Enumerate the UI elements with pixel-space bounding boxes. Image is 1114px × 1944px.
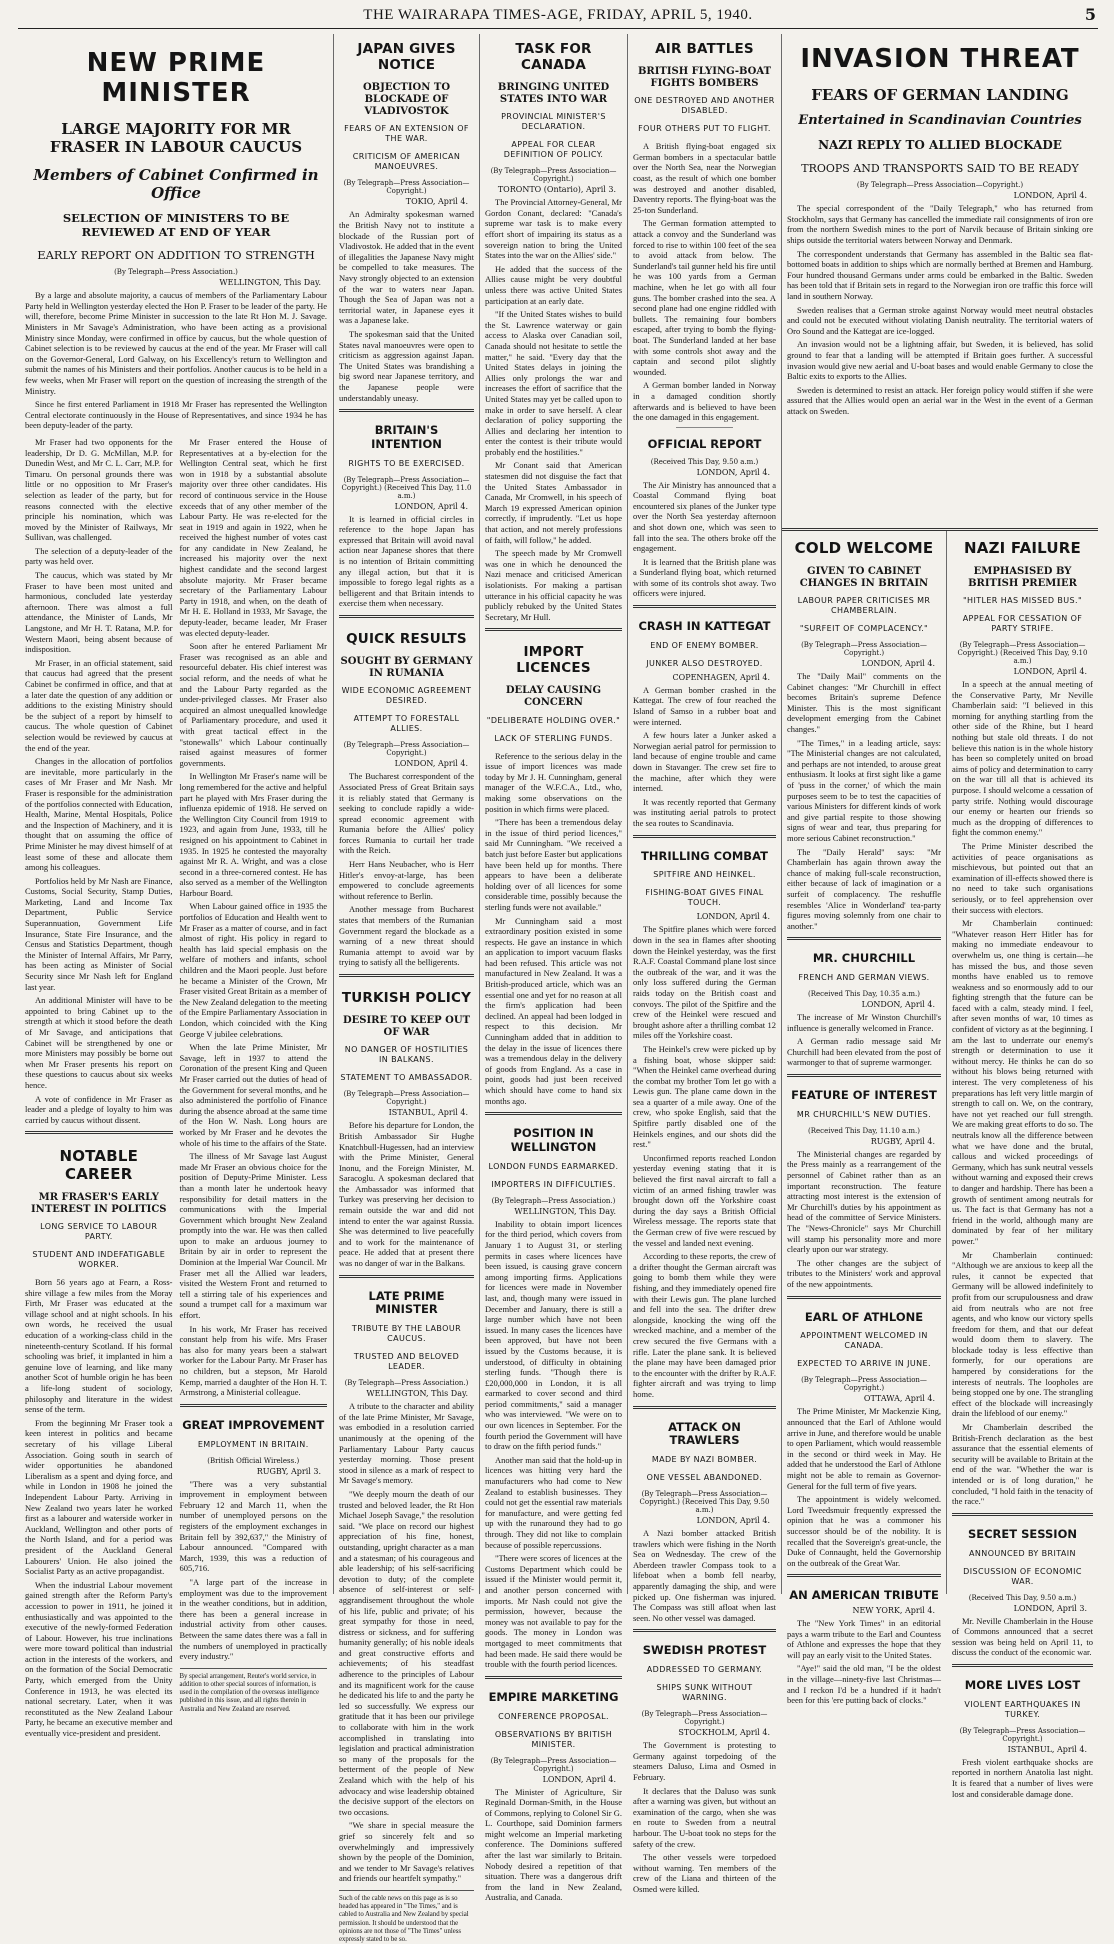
paragraph: Mr Fraser, in an official statement, said that caucus had agreed that the present Cabinet be confirmed in office, and that at a later date the question of any addition or additions to the existing Ministry should be the subject of a report by himself to caucus. The whole question of Cabinet selection would be reviewed by caucus at the end of the year.	[25, 657, 173, 753]
paragraph: The Government is protesting to Germany against torpedoing of the steamers Daluso, Lima and Osmed in February.	[633, 1740, 776, 1783]
subhead: MR CHURCHILL'S NEW DUTIES.	[796, 1109, 932, 1119]
divider	[787, 1574, 941, 1577]
byline: (Received This Day, 11.10 a.m.)	[808, 1126, 920, 1135]
paragraph: The Spitfire planes which were forced down in the sea in flames after shooting down the Heinkel yesterday, was the first R.A.F. Coastal Command plane lost since the outbreak of the war, and it was the only loss suffered during the German raids today on the British coast and convoys. The pilot of the Spitfire and the crew of the Heinkel were rescued and brought ashore after a thrilling combat 12 miles off the Yorkshire coast.	[633, 924, 776, 1041]
column-3	[480, 34, 627, 1903]
paragraph: A German bomber landed in Norway in a damaged condition shortly afterwards and is believed to have been the one damaged in this engagement.	[633, 380, 776, 423]
byline: (Received This Day, 9.50 a.m.)	[968, 1593, 1077, 1602]
paragraph: Portfolios held by Mr Nash are Finance, Customs, Social Security, Stamp Duties, Marketing, Land and Income Tax Department, Public Service Superannuation, Government Life Insurance, State Fire Insurance, and the Census and Statistics Department, though the Minister of Internal Affairs, Mr Parry, has been acting as Minister of Social Security since Mr Nash left for England last year.	[25, 875, 173, 992]
subhead: CRITICISM OF AMERICAN MANOEUVRES.	[352, 152, 461, 172]
dateline: LONDON, April 4.	[542, 1774, 616, 1784]
deck: BRITISH FLYING-BOAT FIGHTS BOMBERS	[637, 65, 772, 90]
divider	[485, 1112, 622, 1115]
paragraph: According to these reports, the crew of a drifter thought the German aircraft was going to bomb them while they were fishing, and they immediately opened fire with their Lewis gun. The plane lurched and fell into the sea. The drifter drew alongside, knocking the wing off the wrecked machine, and a member of the crew secured the five Germans with a rifle. Later the plane sank. It is believed the plane may have been damaged prior to the encounter with the drifter by R.A.F. fighter aircraft and was trying to limp home.	[633, 1251, 776, 1399]
subhead: FISHING-BOAT GIVES FINAL TOUCH.	[645, 888, 764, 908]
headline: QUICK RESULTS	[346, 631, 467, 648]
paragraph: The appointment is widely welcomed. Lord Tweedsmuir frequently expressed the opinion that he was a commoner his successor should be of the nobility. It is recalled that the Sovereign's great-uncle, the Duke of Connaught, held the Governorship on the outbreak of the Great War.	[787, 1494, 941, 1568]
divider	[676, 427, 733, 428]
times-notice: Such of the cable news on this page as is so headed has appeared in "The Times," and is cabled to Australia and New Zealand by special permission. It should be understood that the opinions are not those of "The Times" unless expressly stated to be so.	[339, 1890, 474, 1944]
paragraph: "There was a very substantial improvement in employment between February 12 and March 11, when the number of unemployed persons on the registers of the employment exchanges in Britain fell by 392,637," the Ministry of Labour announced. "Compared with March, 1939, this was a reduction of 605,716.	[179, 1478, 327, 1574]
paragraph: It was recently reported that Germany was instituting aerial patrols to protect the sea routes to Scandinavia.	[633, 796, 776, 828]
article-feature-of-interest	[787, 1083, 941, 1290]
headline: COLD WELCOME	[794, 539, 934, 557]
subhead: MADE BY NAZI BOMBER.	[651, 1455, 758, 1465]
byline: (By Telegraph—Press Association—Copyright.) (Received This Day, 11.0 a.m.)	[341, 475, 472, 500]
headline: IMPORT LICENCES	[516, 644, 591, 677]
headline: ATTACK ON TRAWLERS	[668, 1419, 741, 1448]
byline: (By Telegraph—Press Association—Copyright.)	[801, 1376, 927, 1393]
article-britains-intention	[339, 418, 474, 609]
article-great-improvement	[180, 1413, 328, 1714]
column-5-top	[782, 34, 1098, 524]
paragraph: When the late Prime Minister, Mr Savage, left in 1937 to attend the Coronation of the present King and Queen Mr Fraser carried out the duties of head of the Government for several months, and he also administered the portfolio of Finance during the absence abroad at the same time of the Hon W. Nash. Long hours are worked by Mr Fraser and he devotes the whole of his time to the affairs of the State.	[179, 1042, 327, 1148]
headline: LATE PRIME MINISTER	[368, 1288, 445, 1317]
dateline: LONDON, April 4.	[1013, 191, 1087, 201]
paragraph: A tribute to the character and ability of the late Prime Minister, Mr Savage, was embodied in a resolution carried unanimously at the opening of the Parliamentary Labour Party caucus yesterday morning. Those present stood in silence as a mark of respect to Mr Savage's memory.	[339, 1401, 474, 1486]
headline: MR. CHURCHILL	[812, 951, 916, 966]
divider	[339, 615, 474, 618]
headline: NEW PRIME MINISTER	[86, 48, 266, 108]
byline: (Received This Day, 10.35 a.m.)	[808, 990, 920, 999]
paragraph: The speech made by Mr Cromwell was one in which he denounced the Nazi menace and criticised American isolationists. For making a partisan utterance in his official capacity he was publicly rebuked by the United States Secretary, Mr Hull.	[485, 548, 622, 622]
subhead: LONDON FUNDS EARMARKED.	[488, 1161, 619, 1171]
subhead: FRENCH AND GERMAN VIEWS.	[798, 973, 930, 983]
subhead: LONG SERVICE TO LABOUR PARTY.	[40, 1222, 158, 1242]
article-turkish-policy	[339, 983, 474, 1269]
subhead: IMPORTERS IN DIFFICULTIES.	[491, 1179, 616, 1189]
paragraph: The correspondent understands that Germany has assembled in the Baltic sea flat-bottomed boats in addition to ships which are normally berthed at Bremen and Hamburg. Four hundred thousand Germans under arms could be embarked in the Baltic. Sweden has been told that if Britain sets in regard to the Norwegian iron ore traffic this force will land in southern Norway.	[787, 248, 1093, 301]
paragraph: "There were scores of licences at the Customs Department which could be issued if the Minister would permit it, and another person concerned with imports. Mr Nash could not give the permission, however, because the money was not available to pay for the goods. The money in London was mortgaged to meet commitments that had been made. He said there would be trouble with the fourth period licences.	[485, 1553, 622, 1670]
byline: (By Telegraph—Press Association—Copyright.)	[856, 181, 1024, 190]
headline: THRILLING COMBAT	[641, 848, 768, 863]
sub-column-right	[180, 434, 328, 1742]
article-import-licences	[485, 637, 622, 1106]
deck: GIVEN TO CABINET CHANGES IN BRITAIN	[799, 565, 929, 589]
paragraph: Sweden is determined to resist an attack. Her foreign policy would stiffen if she were assured that the Allies would open an aerial war in the West in the event of a German attack on Sweden.	[787, 384, 1093, 416]
paragraph: Unconfirmed reports reached London yesterday evening stating that it is believed the first naval aircraft to fall a victim of an armed fishing trawler was brought down off the Yorkshire coast during the day says a British Official Wireless message. The reports state that the German crew of five were rescued by the vessel and landed next evening.	[633, 1152, 776, 1248]
deck: SOUGHT BY GERMANY IN RUMANIA	[340, 655, 473, 680]
deck: NAZI REPLY TO ALLIED BLOCKADE	[818, 138, 1062, 153]
subhead: EXPECTED TO ARRIVE IN JUNE.	[797, 1359, 931, 1369]
headline: EARL OF ATHLONE	[804, 1309, 924, 1324]
subhead: APPEAL FOR CESSATION OF PARTY STRIFE.	[962, 614, 1083, 634]
article-attack-on-trawlers	[633, 1415, 776, 1624]
divider	[485, 1676, 622, 1679]
article-late-prime-minister	[339, 1284, 474, 1944]
paragraph: In Wellington Mr Fraser's name will be long remembered for the active and helpful part he played with Mrs Fraser during the influenza epidemic of 1918. He served on the Wellington City Council from 1919 to 1923, and again from June, 1933, till he resigned on his appointment to Cabinet in 1935. In 1925 he contested the mayoralty against Mr R. A. Wright, and was a close second in a three-cornered contest. He has also served as a member of the Wellington Harbour Board.	[179, 771, 327, 898]
paragraph: Changes in the allocation of portfolios are inevitable, more particularly in the cases of Mr Fraser and Mr Nash. Mr Fraser is responsible for the administration of the portfolios connected with Education, Health, Marine, Mental Hospitals, Police and the Inspection of Machinery, and it is thought that on assuming the office of Prime Minister he may divest himself of at least some of these and allocate them among his colleagues.	[25, 756, 173, 873]
divider	[339, 1275, 474, 1278]
paragraph: Born 56 years ago at Fearn, a Ross-shire village a few miles from the Moray Firth, Mr Fraser was educated at the village school and at night schools. In his own words, he received the usual education of a working-class child in the nineteenth-century Scotland. If his formal schooling was brief, it implanted in him a genuine love of learning, and like many another Scot of humble origin he has been a life-long student of sociology, philosophy and literature in the widest sense of the term.	[25, 1277, 173, 1415]
dateline: RUGBY, April 3.	[256, 1466, 321, 1476]
paragraph: Mr Fraser had two opponents for the leadership, Dr D. G. McMillan, M.P. for Dunedin West, and Mr C. L. Carr, M.P. for Timaru. On personal grounds there was little or no opposition to Mr Fraser's selection as leader of the party, but for reasons connected with the elective principle his nomination, which was moved by the Minister of Railways, Mr Sullivan, was challenged.	[25, 436, 173, 543]
subhead: SHIPS SUNK WITHOUT WARNING.	[656, 1683, 753, 1703]
dateline: ISTANBUL, April 4.	[388, 1108, 468, 1118]
article-mr-churchill	[787, 946, 941, 1068]
column-5a	[782, 532, 946, 1706]
paragraph: The selection of a deputy-leader of the party was held over.	[25, 545, 173, 567]
article-secret-session	[952, 1522, 1093, 1658]
subhead: TRIBUTE BY THE LABOUR CAUCUS.	[351, 1324, 462, 1344]
deck: SELECTION OF MINISTERS TO BE REVIEWED AT END OF YEAR	[62, 211, 290, 240]
divider	[25, 1131, 173, 1134]
paragraph: A Nazi bomber attacked British trawlers which were fishing in the North Sea on Wednesday. The crew of the Aberdeen trawler Compass took to a lifeboat when a bomb fell nearby, apparently damaging the ship, and were picked up. One fisherman was injured. The Compass was still afloat when last seen. No other vessel was damaged.	[633, 1528, 776, 1623]
divider	[633, 1406, 776, 1409]
column-4	[628, 34, 781, 1894]
subhead: PROVINCIAL MINISTER'S DECLARATION.	[501, 112, 606, 132]
article-japan-gives-notice	[339, 34, 474, 403]
headline: POSITION IN WELLINGTON	[510, 1126, 597, 1154]
subhead: ATTEMPT TO FORESTALL ALLIES.	[353, 714, 460, 734]
paragraph: The Provincial Attorney-General, Mr Gordon Conant, declared: "Canada's supreme war task is to make every effort short of impairing its status as a sovereign nation to bring the United States into the war on the Allies' side."	[485, 197, 622, 261]
paragraph: From the beginning Mr Fraser took a keen interest in politics and became secretary of his village Liberal Association. Going south in search of wider opportunities he abandoned Liberalism as a spent and dying force, and while in London in 1908 he joined the Independent Labour Party. Arriving in New Zealand two years later he worked first as a labourer and waterside worker in Auckland, Wellington and other ports of the North Island, and for a period was president of the Auckland General Labourers' Union. He also joined the Socialist Party as an active propagandist.	[25, 1417, 173, 1577]
article-new-prime-minister	[25, 34, 327, 1742]
article-nazi-failure	[952, 532, 1093, 1507]
headline: GREAT IMPROVEMENT	[182, 1417, 325, 1432]
byline: (By Telegraph—Press Association—Copyright.)	[343, 179, 470, 196]
column-2	[334, 34, 479, 1943]
headline: TASK FOR CANADA	[515, 41, 592, 73]
subhead: NO DANGER OF HOSTILITIES IN BALKANS.	[344, 1045, 469, 1065]
paragraph: "If the United States wishes to build the St. Lawrence waterway or gain access to Alaska over Canadian soil, Canada should not hesitate to settle the matter," he said. "Every day that the United States delays in joining the Allies only prolongs the war and increases the effort of sacrifice that the United States may yet be called upon to make in order to save herself. A clear declaration of policy supporting the Allies and declaring her intention to enter the contest is their tribute would probably end the hostilities."	[485, 309, 622, 457]
masthead	[18, 2, 1098, 29]
article-notable-career	[25, 1140, 173, 1738]
dateline: STOCKHOLM, April 4.	[678, 1728, 770, 1738]
byline: (By Telegraph—Press Association—Copyright.)	[641, 1710, 768, 1727]
paragraph: He added that the success of the Allies cause might be very doubtful unless there was active United States participation at an early date.	[485, 263, 622, 306]
paragraph: Mr Chamberlain continued: "Although we are anxious to keep all the rules, it cannot be expected that Germany will be allowed indefinitely to profit from our scrupulousness and draw aid from neutrals who are not free agents, and who know our victory spells freedom for them, and that our defeat would doom them to slavery. The blockade today is less effective than formerly, for our operations are hampered by considerations for the interests of neutrals. The loopholes are being stopped one by one. The strangling effect of the blockade will increasingly drain the lifeblood of our enemy."	[952, 1249, 1093, 1419]
deck: OBJECTION TO BLOCKADE OF VLADIVOSTOK	[362, 81, 451, 118]
byline: (British Official Wireless.)	[207, 1456, 300, 1465]
paragraph: "We deeply mourn the death of our trusted and beloved leader, the Rt Hon Michael Joseph Savage," the resolution said. "We place on record our highest appreciation of his fine, honest, outstanding, upright character as a man and a statesman; of his courageous and able leadership; of his self-sacrificing devotion to duty; of the complete absence of self-interest or self-aggrandisement throughout the whole of his life, public and private; of his great sympathy for those in need, distress or sickness, and for suffering humanity generally; of his noble ideals and great constructive efforts and achievements; of his steadfast adherence to the principles of Labour and its magnificent work for the cause he dedicated his life to and the party he led so successfully. We express our gratitude that it has been our privilege to collaborate with him in the work accomplished in translating into legislation and practical administration so many of the proposals for the betterment of the people of New Zealand which with the help of his advocacy and wise leadership obtained the decisive support of the electors on two occasions.	[339, 1488, 474, 1817]
byline: (By Telegraph—Press Association—Copyright.)	[490, 1756, 617, 1773]
subhead: ADDRESSED TO GERMANY.	[646, 1665, 763, 1675]
byline: (By Telegraph—Press Association.)	[491, 1196, 616, 1205]
lead-paragraph: By a large and absolute majority, a caucus of members of the Parliamentary Labour Party held in Wellington yesterday elected the Hon P. Fraser to be leader of the party. He will, therefore, become Prime Minister in succession to the late Rt Hon M. J. Savage. Ministers in Mr Savage's Administration, who have been acting as a provisional Ministry since Monday, were confirmed in office by caucus, but the whole question of Cabinet selection is to be reviewed by caucus at the end of the year. Mr Fraser will call on the Governor-General, Lord Galway, on his Excellency's return to Wellington and submit the names of his Ministers and their portfolios. Another caucus is to be held in a few weeks, when Mr Fraser will report on the question of increasing the strength of the Ministry.	[25, 290, 327, 396]
paragraph: Before his departure for London, the British Ambassador Sir Hughe Knatchbull-Hugessen, had an interview with the Prime Minister, General Inonu, and the Foreign Minister, M. Saracoglu. A spokesman declared that the Ambassador was informed that Turkey was preserving her decision to remain outside the war and did not intend to enter the war against Russia. She was determined to live peacefully and to work for the maintenance of peace. He added that at present there was no danger of war in the Balkans.	[339, 1120, 474, 1269]
paragraph: The other vessels were torpedoed without warning. Ten members of the crew of the Liana and thirteen of the Osmed were killed.	[633, 1852, 776, 1894]
divider	[633, 605, 776, 608]
paragraph: Another message from Bucharest states that members of the Rumanian Government regard the blockade as a warning of a new threat should Rumania attempt to avoid war by trying to satisfy all the belligerents.	[339, 904, 474, 968]
deck: FEARS OF GERMAN LANDING	[811, 86, 1069, 104]
subhead: APPEAL FOR CLEAR DEFINITION OF POLICY.	[503, 140, 604, 160]
paragraph: "There has been a tremendous delay in the issue of third period licences," said Mr Cunningham. "We received a batch just before Easter but applications have been held up for months. There appears to have been a deliberate holding over of all licences for some considerable time, possibly because the sterling funds were not available."	[485, 817, 622, 912]
sub-column-left	[25, 434, 173, 1742]
paragraph: Sweden realises that a German stroke against Norway would meet neutral obstacles and could not be executed without violating Danish neutrality. The territorial waters of Oro Sound and the Kattegat are ice-logged.	[787, 304, 1093, 336]
paragraph: The special correspondent of the "Daily Telegraph," who has returned from Stockholm, says that Germany has cancelled the immediate rail consignments of iron ore from the northern Swedish mines to the port of Narvik because of Britain sinking ore ships outside the territorial waters between Norway and Denmark.	[787, 203, 1093, 245]
byline: (By Telegraph—Press Association—Copyright.)	[801, 641, 927, 658]
deck: DESIRE TO KEEP OUT OF WAR	[342, 1014, 471, 1039]
subhead: "DELIBERATE HOLDING OVER."	[486, 715, 621, 725]
subhead: APPOINTMENT WELCOMED IN CANADA.	[800, 1331, 928, 1351]
subhead: "SURFEIT OF COMPLACENCY."	[799, 624, 929, 634]
paragraph: Mr. Neville Chamberlain in the House of Commons announced that a secret session was being held on April 11, to discuss the conduct of the economic war.	[952, 1615, 1093, 1658]
dateline: NEW YORK, April 4.	[852, 1606, 935, 1616]
article-body	[25, 434, 327, 1742]
headline: BRITAIN'S INTENTION	[371, 423, 442, 451]
paragraph: The Prime Minister, Mr Mackenzie King, announced that the Earl of Athlone would arrive in June, and therefore would be unable to open Parliament, which would reassemble in the second or third week in May. He added that he understood the Earl of Athlone might not be able to remain as Governor-General for the full term of five years.	[787, 1406, 941, 1491]
article-official-report	[633, 432, 776, 599]
subhead: LACK OF STERLING FUNDS.	[494, 733, 613, 743]
deck: EMPHASISED BY BRITISH PREMIER	[968, 565, 1077, 589]
paragraph: When Labour gained office in 1935 the portfolios of Education and Health went to Mr Fraser as a matter of course, and in fact almost of right. His policy in regard to health has laid special emphasis on the welfare of mothers and infants, school children and the Maori people. Just before he became a Minister of the Crown, Mr Fraser visited Great Britain as a member of the New Zealand delegation to the meeting of the Empire Parliamentary Association in London, which coincided with the King George V jubilee celebrations.	[179, 901, 327, 1039]
paragraph: Fresh violent earthquake shocks are reported in northern Anatolia last night. It is feared that a number of lives were lost and considerable damage done.	[952, 1756, 1093, 1799]
subhead: END OF ENEMY BOMBER.	[650, 640, 759, 650]
deck: LARGE MAJORITY FOR MR FRASER IN LABOUR CAUCUS	[49, 120, 303, 157]
paragraph: The caucus, which was stated by Mr Fraser to have been most united and harmonious, concluded late yesterday afternoon. There was almost a full attendance, the Minister of Lands, Mr Langstone, and Mr H. T. Ratana, M.P. for Western Maori, being absent because of indisposition.	[25, 570, 173, 655]
subhead: FEARS OF AN EXTENSION OF THE WAR.	[344, 124, 469, 144]
divider	[782, 528, 1098, 531]
byline: (By Telegraph—Press Association.)	[114, 268, 238, 277]
paragraph: Herr Hans Neubacher, who is Herr Hitler's envoy-at-large, has been empowered to conclude agreements without reference to Berlin.	[339, 859, 474, 901]
dateline: LONDON, April 4.	[1013, 667, 1087, 677]
subhead: SPITFIRE AND HEINKEL.	[653, 870, 756, 880]
paragraph: An invasion would not be a lightning affair, but Sweden, it is believed, has solid ground to fear that a landing will be attempted if Britain goes further. A successful invasion would give new aerial and U-boat bases and would enable Germany to close the Baltic exits to exports to the Allies.	[787, 339, 1093, 382]
article-more-lives-lost	[952, 1673, 1093, 1799]
dateline: LONDON, April 4.	[394, 501, 468, 511]
column-5b	[947, 532, 1098, 1799]
byline: (By Telegraph—Press Association—Copyright.)	[959, 1726, 1086, 1743]
subhead: EMPLOYMENT IN BRITAIN.	[197, 1439, 309, 1449]
divider	[180, 1404, 328, 1407]
page-number: 5	[1084, 5, 1096, 24]
byline: (By Telegraph—Press Association—Copyright.)	[343, 741, 470, 758]
divider	[485, 628, 622, 631]
deck: MR FRASER'S EARLY INTEREST IN POLITICS	[31, 1191, 167, 1215]
article-task-for-canada	[485, 34, 622, 622]
headline: FEATURE OF INTEREST	[791, 1088, 937, 1103]
lead-paragraph: Since he first entered Parliament in 1918 Mr Fraser has represented the Wellington Central electorate continuously in the House of Representatives, and since 1934 he has been deputy-leader of the party.	[25, 399, 327, 431]
dateline: LONDON, April 4.	[394, 759, 468, 769]
deck: DELAY CAUSING CONCERN	[505, 685, 602, 709]
paragraph: A few hours later a Junker asked a Norwegian aerial patrol for permission to land because of engine trouble and came down in Stavanger. The crew set fire to the machine, after which they were interned.	[633, 730, 776, 794]
divider	[339, 974, 474, 977]
headline: INVASION THREAT	[800, 44, 1080, 74]
paragraph: When the industrial Labour movement gained strength after the Reform Party's accession to power in 1911, he joined it enthusiastically and was appointed to the executive of the newly-formed Federation of Labour. However, his true inclinations were more toward political than industrial action in the interests of the workers, and on the formation of the Social Democratic Party, which emerged from the Unity Conference in 1913, he was elected its national secretary. Later, when it was reconstituted as the New Zealand Labour Party, he became an executive member and eventually vice-president and president.	[25, 1579, 173, 1739]
subhead: RIGHTS TO BE EXERCISED.	[348, 458, 465, 468]
paragraph: The Minister of Agriculture, Sir Reginald Dorman-Smith, in the House of Commons, replying to Colonel Sir G. L. Courthope, said Dominion farmers might welcome an Imperial marketing conference. The Dominions suffered after the last war similarly to Britain. Nobody desired a repetition of that situation. There was a dangerous drift from the land in New Zealand, Australia, and Canada.	[485, 1786, 622, 1903]
paragraph: The "Daily Mail" comments on the Cabinet changes: "Mr Churchill in effect becomes Britain's supreme Defence Minister. This is the most significant development emerging from the Cabinet changes."	[787, 671, 941, 735]
paragraph: It is learned that the British plane was a Sunderland flying boat, which returned with some of its controls shot away. Two officers were injured.	[633, 556, 776, 599]
paragraph: Soon after he entered Parliament Mr Fraser was recognised as an able and resourceful debater. His chief interest was social reform, and the needs of what he and the Labour Party regarded as the under-privileged classes. Mr Fraser also acquired an almost unequalled knowledge of Parliamentary procedure, and used it with great tactical effect in the "stonewalls" which Labour continually raised against measures of former governments.	[179, 641, 327, 768]
deck: Entertained in Scandinavian Countries	[798, 113, 1082, 129]
paragraph: The Ministerial changes are regarded by the Press mainly as a rearrangement of the personnel of Cabinet rather than as an important reconstruction. The feature attracting most interest is the extension of Mr Churchill's duties by his appointment as head of the committee of Service Ministers. The "News-Chronicle" says Mr Churchill will stamp his personality more and more clearly upon our war strategy.	[787, 1148, 941, 1255]
byline: (Received This Day, 9.50 a.m.)	[650, 457, 759, 466]
article-position-in-wellington	[485, 1121, 622, 1670]
byline: (By Telegraph—Press Association.)	[344, 1379, 469, 1388]
subhead: ONE DESTROYED AND ANOTHER DISABLED.	[634, 96, 775, 116]
paragraph: It is learned in official circles in reference to the hope Japan has expressed that Britain will avoid naval action near Japanese shores that there is no intention of Britain committing any illegal action, but that it is impossible to forego legal rights as a belligerent and that Britain intends to exercise them when necessary.	[339, 513, 474, 609]
subhead: "HITLER HAS MISSED BUS."	[962, 596, 1083, 606]
article-quick-results	[339, 624, 474, 968]
dateline: COPENHAGEN, April 4.	[672, 672, 770, 682]
paragraph: "A large part of the increase in employment was due to the improvement in the weather conditions, but in addition, there has been a general increase in industrial activity from other causes. Between the same dates there was a fall in the numbers of unemployed in practically every industry."	[179, 1576, 327, 1662]
article-earl-of-athlone	[787, 1305, 941, 1569]
byline: (By Telegraph—Press Association—Copyright.) (Received This Day, 9.50 a.m.)	[639, 1490, 770, 1515]
divider	[633, 1629, 776, 1632]
paragraph: In his work, Mr Fraser has received constant help from his wife. Mrs Fraser has also for many years been a stalwart worker for the Labour Party. Mr Fraser has no children, but a stepson, Mr Harold Kemp, married a daughter of the Hon H. T. Armstrong, a Ministerial colleague.	[179, 1323, 327, 1398]
subhead: ONE VESSEL ABANDONED.	[646, 1473, 763, 1483]
paragraph: The spokesman said that the United States naval manoeuvres were open to criticism as aggression against Japan. The United States was brandishing a big sword near Japanese territory, and the Japanese people were understandably uneasy.	[339, 328, 474, 403]
headline: MORE LIVES LOST	[964, 1677, 1081, 1692]
dateline: LONDON, April 4.	[696, 467, 770, 477]
paragraph: An Admiralty spokesman warned the British Navy not to institute a blockade of the Russian port of Vladivostok. He added that in the event of illegalities the Japanese Navy might be compelled to take measures. The Navy strongly objected to an extension of the war to waters near Japan. Though the Sea of Japan was not a territorial water, in Japanese eyes it was a Japanese lake.	[339, 209, 474, 326]
paragraph: An additional Minister will have to be appointed to bring Cabinet up to the strength at which it stood before the death of Mr Savage, and anticipations that Cabinet will be strengthened by one or more Ministers may possibly be borne out when Mr Fraser presents his report on these questions to caucus about six weeks hence.	[25, 995, 173, 1090]
paragraph: The Air Ministry has announced that a Coastal Command flying boat encountered six planes of the Junker type over the North Sea yesterday afternoon and shot down one, which was seen to fall into the sea. The others broke off the engagement.	[633, 479, 776, 554]
subhead: JUNKER ALSO DESTROYED.	[646, 658, 763, 668]
paragraph: Mr Fraser entered the House of Representatives at a by-election for the Wellington Central seat, which he first won in 1918 by a substantial absolute majority over three other candidates. His record of continuous service in the House exceeds that of any other member of the Labour Party. He was re-elected for the seat in 1919 and again in 1922, when he received the highest number of votes cast for any candidate in New Zealand, he increased his majority over the next highest candidate and the second largest absolute majority. Mr Fraser became secretary of the Parliamentary Labour Party in 1918, and when, on the death of Mr H. E. Holland in 1933, Mr Savage, the deputy-leader, became leader, Mr Fraser was elected deputy-leader.	[179, 436, 327, 638]
dateline: WELLINGTON, This Day.	[514, 1206, 616, 1216]
paragraph: Inability to obtain import licences for the third period, which covers from January 1 to August 31, or sterling permits in cases where licences have been issued, is causing grave concern among importing firms. Applications for licences were made in November last, and, though many were issued in December and January, there is still a large number which have not been issued. In many cases the licences have been approved, but have not been issued by the Customs because, it is understood, of difficulty in obtaining sterling funds. "Though there is £20,000,000 in London, it is all earmarked to cover second and third period commitments," said a manager who was interviewed. "We were on to our own licences in September. For the fourth period the Government will have to draw on the fifth period funds."	[485, 1218, 622, 1452]
subhead: DISCUSSION OF ECONOMIC WAR.	[963, 1566, 1082, 1586]
headline: JAPAN GIVES NOTICE	[357, 41, 456, 73]
paragraph: The German formation attempted to attack a convoy and the Sunderland was forced to rise to within 100 feet of the sea to avoid attack from below. The Sunderland's tail gunner held his fire until he was 100 yards from a German machine, when he let go with all four guns. The bomber crashed into the sea. A second plane had one engine riddled with bullets. The remaining four bombers escaped, after trying to bomb the flying-boat. The Sunderland landed at her base with some controls shot away and the captain and second pilot slightly wounded.	[633, 218, 776, 377]
subhead: TRUSTED AND BELOVED LEADER.	[353, 1352, 460, 1372]
subhead: STUDENT AND INDEFATIGABLE WORKER.	[32, 1250, 166, 1270]
paragraph: The Heinkel's crew were picked up by a fishing boat, whose skipper said: "When the Heinkel came overhead during the combat my brother Tom let go with a Lewis gun. The plane came down in the sea a quarter of a mile away. One of the crew, who spoke English, said that the Spitfire partly disabled one of the Heinkels engines, and our shots did the rest."	[633, 1043, 776, 1150]
subhead: WIDE ECONOMIC AGREEMENT DESIRED.	[341, 686, 472, 706]
subhead: LABOUR PAPER CRITICISES MR CHAMBERLAIN.	[797, 596, 931, 616]
paragraph: Mr Chamberlain continued: "Whatever reason Herr Hitler has for making no immediate endeavour to overwhelm us, one thing is certain—he has missed the bus, and those seven months have enabled us to remove weakness and so enormously add to our fighting strength that the future can be faced with a calm, steady mind. I feel, after seven months of war, 10 times as confident of victory as at the beginning. I am the last to underrate our enemy's strength or determination to use it without mercy. He thinks he can do so without his blows being returned with interest. The very completeness of his preparations has left very little margin of strength to call on. We, on the contrary, have not yet reached our full strength. We are making great efforts to do so. The neutrals know all the difference between what we have done and the brutal, callous and wicked proceedings of Germany, which has sunk neutral vessels without warning and exposed their crews to danger and hardship. There has been a growth of sentiment among neutrals for us. The fact is that Germany has not a friend in the world, although many are dominated by fear of her military power."	[952, 918, 1093, 1246]
paragraph: A German bomber crashed in the Kattegat. The crew of four reached the Island of Samso in a rubber boat and were interned.	[633, 684, 776, 727]
article-crash-in-kattegat	[633, 614, 776, 829]
headline: TURKISH POLICY	[341, 990, 472, 1007]
dateline: LONDON, April 4.	[696, 1516, 770, 1526]
paragraph: It declares that the Daluso was sunk after a warning was given, but without an examination of the cargo, when she was en route to Sweden from a neutral harbour. The U-boat took no steps for the safety of the crew.	[633, 1785, 776, 1849]
byline: (By Telegraph—Press Association—Copyright.)	[343, 1090, 470, 1107]
dateline: LONDON, April 3.	[1013, 1603, 1087, 1613]
headline: SECRET SESSION	[967, 1526, 1077, 1541]
divider	[633, 835, 776, 838]
paragraph: Mr Chamberlain described the British-French declaration as the best assurance that the essential elements of security will be available to Britain at the end of the war. "Whether the war is intended or is of long duration," he concluded, "I hold faith in the tenacity of the race."	[952, 1422, 1093, 1507]
dateline: ISTANBUL, April 4.	[1007, 1744, 1087, 1754]
headline: AIR BATTLES	[655, 41, 754, 57]
dateline: WELLINGTON, This Day.	[219, 278, 321, 288]
subhead: VIOLENT EARTHQUAKES IN TURKEY.	[964, 1699, 1081, 1719]
headline: CRASH IN KATTEGAT	[638, 619, 771, 634]
paragraph: Reference to the serious delay in the issue of import licences was made today by Mr J. H. Cunningham, general manager of the W.F.C.A., Ltd., who, making some observations on the position in which firms were placed.	[485, 750, 622, 814]
paragraph: A vote of confidence in Mr Fraser as leader and a pledge of loyalty to him was carried by caucus without dissent.	[25, 1093, 173, 1125]
article-air-battles	[633, 34, 776, 423]
paragraph: The increase of Mr Winston Churchill's influence is generally welcomed in France.	[787, 1012, 941, 1033]
paragraph: The "Daily Herald" says: "Mr Chamberlain has again thrown away the chance of making full-scale reconstruction, either because of lack of imagination or a surfeit of complacency. The reshuffle resembles 'Alice in Wonderland' tea-party figures moving solemnly from one chair to another."	[787, 846, 941, 931]
paragraph: A British flying-boat engaged six German bombers in a spectacular battle over the North Sea, near the Norwegian coast, as the result of which one bomber was destroyed and another disabled, Daventry reports. The flying-boat was the 25-ton Sunderland.	[633, 141, 776, 215]
paragraph: "We share in special measure the grief so sincerely felt and so overwhelmingly and impressively shown by the people of the Dominion, and we tender to Mr Savage's relatives and friends our heartfelt sympathy."	[339, 1820, 474, 1884]
divider	[787, 937, 941, 940]
divider	[787, 1296, 941, 1299]
headline: SWEDISH PROTEST	[642, 1643, 767, 1658]
paragraph: "Aye!" said the old man, "I be the oldest in the village—ninety-five last Christmas—and I reckon I'd be a hundred if it hadn't been for this 'ere putting back of clocks."	[787, 1663, 941, 1706]
headline: OFFICIAL REPORT	[647, 436, 762, 451]
paragraph: "The Times," in a leading article, says: "The Ministerial changes are not calculated, and perhaps are not intended, to arouse great enthusiasm. It looks at first sight like a game of 'puss in the corner,' of which the main purposes seem to be to test the capacities of various Ministers for different kinds of work and give partial respite to those showing signs of wear and tear, thus preparing for more serious Cabinet reconstruction."	[787, 737, 941, 843]
dateline: RUGBY, April 4.	[870, 1136, 935, 1146]
headline: NOTABLE CAREER	[59, 1147, 139, 1184]
headline: AN AMERICAN TRIBUTE	[789, 1588, 939, 1603]
paragraph: The Bucharest correspondent of the Associated Press of Great Britain says it is reliably stated that Germany is seeking to conclude rapidly a wide-spread economic agreement with Rumania before the Allies' policy forces Rumania to curtail her trade with the Reich.	[339, 771, 474, 856]
paragraph: A German radio message said Mr Churchill had been elevated from the post of warmonger to that of supreme warmonger.	[787, 1036, 941, 1068]
masthead-title: THE WAIRARAPA TIMES-AGE, FRIDAY, APRIL 5, 1940.	[363, 7, 753, 23]
deck: BRINGING UNITED STATES INTO WAR	[497, 81, 610, 106]
article-cold-welcome	[787, 532, 941, 931]
dateline: LONDON, April 4.	[861, 659, 935, 669]
byline: (By Telegraph—Press Association—Copyright.) (Received This Day, 9.10 a.m.)	[957, 641, 1088, 666]
subhead: OBSERVATIONS BY BRITISH MINISTER.	[494, 1729, 613, 1749]
column-1	[20, 34, 332, 1739]
divider	[952, 1664, 1093, 1667]
paragraph: The "New York Times" in an editorial pays a warm tribute to the Earl and Countess of Athlone and expresses the hope that they will pay an early visit to the United States.	[787, 1618, 941, 1660]
headline: NAZI FAILURE	[964, 539, 1081, 557]
dateline: WELLINGTON, This Day.	[366, 1389, 468, 1399]
dateline: LONDON, April 4.	[861, 1000, 935, 1010]
paragraph: Mr Cunningham said a most extraordinary position existed in some respects. He gave an instance in which an application to import vacuum flasks had been refused. This article was not manufactured in New Zealand. It was a British-produced article, which was an essential one and yet for no reason at all the firm's application had been declined. An appeal had been lodged in respect to this decision. Mr Cunningham added that in addition to the delay in the issue of licences there was a tremendous delay in the delivery of goods from England. As a case in point, goods had just been received which should have come to hand six months ago.	[485, 915, 622, 1106]
paragraph: Another man said that the hold-up in licences was hitting very hard the manufacturers who had come to New Zealand to establish businesses. They could not get the essential raw materials for manufacture, and were getting fed up with the runaround they had to go through. They did not like to complain because of possible repercussions.	[485, 1454, 622, 1550]
article-american-tribute	[787, 1583, 941, 1706]
paragraph: The illness of Mr Savage last August made Mr Fraser an obvious choice for the position of Deputy-Prime Minister. Less than a month later he undertook heavy responsibility for detail matters in the communications with the Imperial Government which brought New Zealand promptly into the war. He was then called upon to make an arduous journey to Britain by air in order to represent the Dominion at the Imperial War Council. Mr Fraser met all the Allied war leaders, visited the Western Front and returned to tell a stirring tale of his experiences and sound a trumpet call for a maximum war effort.	[179, 1151, 327, 1321]
deck: EARLY REPORT ON ADDITION TO STRENGTH	[37, 248, 315, 263]
article-thrilling-combat	[633, 844, 776, 1400]
subhead: ANNOUNCED BY BRITAIN	[969, 1548, 1076, 1558]
subhead: CONFERENCE PROPOSAL.	[498, 1711, 609, 1721]
byline: (By Telegraph—Press Association—Copyright.)	[490, 167, 617, 184]
dateline: LONDON, April 4.	[696, 912, 770, 922]
dateline: OTTAWA, April 4.	[863, 1394, 935, 1404]
deck: Members of Cabinet Confirmed in Office	[33, 165, 319, 202]
divider	[339, 409, 474, 412]
article-empire-marketing	[485, 1685, 622, 1903]
deck: TROOPS AND TRANSPORTS SAID TO BE READY	[801, 161, 1079, 175]
divider	[787, 1074, 941, 1077]
dateline: TOKIO, April 4.	[405, 197, 468, 207]
article-swedish-protest	[633, 1638, 776, 1894]
paragraph: In a speech at the annual meeting of the Conservative Party, Mr Neville Chamberlain said: "I believed in this morning for anything startling from the other side of the Rhine, but I heard nothing but stale old threats. I do not believe this nation is in the whole history has been so completely united on broad aims of policy and determination to carry on the war till all that is achieved its purpose. I should welcome a cessation of party strife. Nothing would discourage our enemy or hearten our friends so much as the dropping of differences to fight the common enemy."	[952, 679, 1093, 838]
subhead: STATEMENT TO AMBASSADOR.	[340, 1073, 473, 1083]
divider	[952, 1513, 1093, 1516]
paragraph: The Prime Minister described the activities of peace organisations as mischievous, but pointed out that an examination of ill-effects showed there is no need to take such organisations seriously, or to feel apprehension over their success with electors.	[952, 840, 1093, 915]
subhead: FOUR OTHERS PUT TO FLIGHT.	[638, 124, 771, 134]
article-invasion-threat	[787, 34, 1093, 416]
reuters-notice: By special arrangement, Reuter's world service, in addition to other special sources of information, is used in the compilation of the overseas intelligence published in this issue, and all rights therein in Australia and New Zealand are reserved.	[180, 1668, 328, 1714]
paragraph: The other changes are the subject of tributes to the Ministers' work and approval of the new appointments.	[787, 1257, 941, 1289]
headline: EMPIRE MARKETING	[488, 1689, 619, 1704]
dateline: TORONTO (Ontario), April 3.	[497, 185, 616, 195]
paragraph: Mr Conant said that American statesmen did not disguise the fact that the United States Ambassador in Canada, Mr Cromwell, in his speech of March 19 expressed American opinion correctly, if imprudently. "Let us hope that action, and not merely professions of faith, will follow," he added.	[485, 460, 622, 545]
